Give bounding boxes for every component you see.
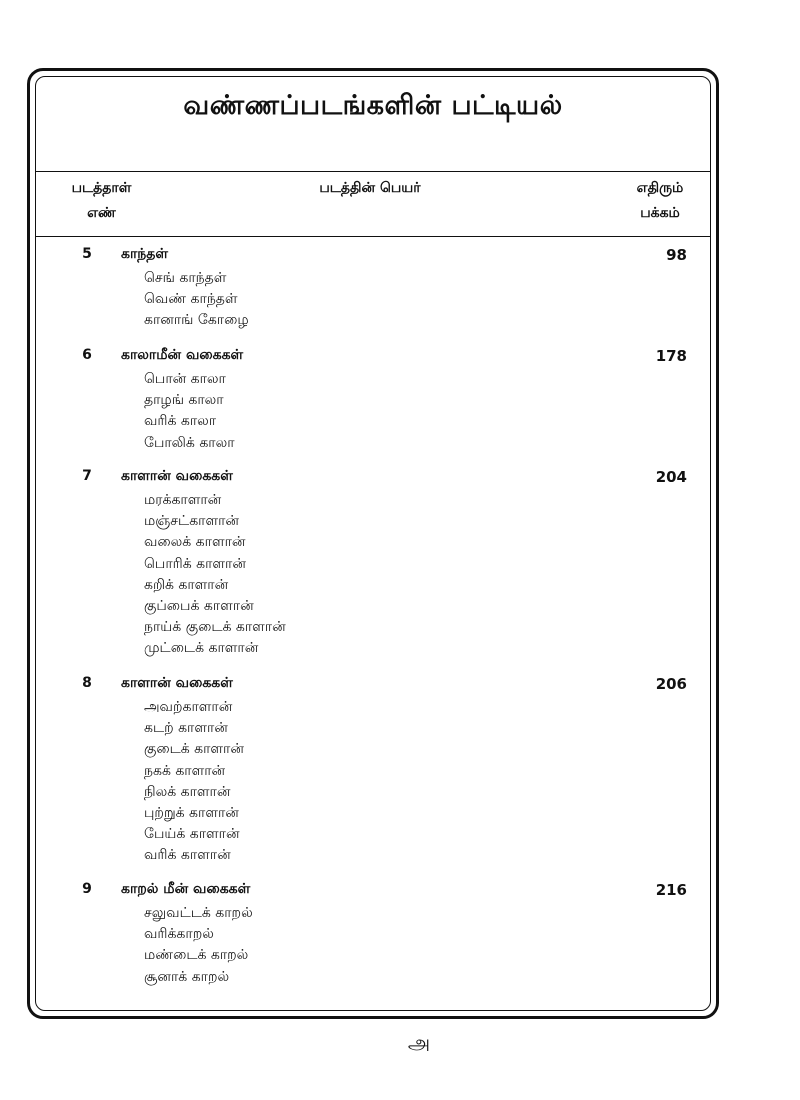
plate-subitem: நகக் காளான்: [144, 762, 226, 779]
header-plate-number-line2: எண்: [87, 205, 116, 221]
plate-subitem: முட்டைக் காளான்: [144, 640, 259, 657]
header-bottom-rule: [36, 236, 710, 237]
plate-subitem: பேய்க் காளான்: [144, 826, 240, 843]
plate-subitem: அவற்காளான்: [144, 699, 233, 715]
plate-entry: [0, 468, 800, 660]
plate-number: 6: [82, 347, 92, 363]
header-top-rule: [36, 171, 710, 172]
plate-subitem: மரக்காளான்: [144, 492, 222, 508]
plate-number: 8: [82, 675, 92, 691]
plate-page: 206: [655, 675, 687, 693]
plate-subitem: வரிக்காறல்: [144, 926, 214, 943]
plate-subitem: பொரிக் காளான்: [144, 555, 246, 572]
plate-row: [0, 675, 800, 697]
plate-subitem: கடற் காளான்: [144, 720, 228, 737]
plate-entry: [0, 347, 800, 454]
plate-subitem: மஞ்சட்காளான்: [144, 513, 239, 530]
plate-page: 204: [655, 468, 687, 486]
plate-subitem: செங் காந்தள்: [144, 270, 227, 286]
plate-subitem: வரிக் காளான்: [144, 847, 231, 864]
plate-subitem: நிலக் காளான்: [144, 783, 231, 800]
plate-name: காளான் வகைகள்: [121, 675, 233, 691]
plate-name: காறல் மீன் வகைகள்: [121, 881, 251, 897]
page-title: வண்ணப்படங்களின் பட்டியல்: [183, 90, 563, 121]
plate-entry: [0, 246, 800, 332]
plate-name: காந்தள்: [121, 246, 169, 262]
plate-row: [0, 246, 800, 268]
header-facing-page: [620, 176, 700, 226]
header-plate-number-line1: படத்தாள்: [71, 180, 132, 196]
plate-subitem: கறிக் காளான்: [144, 576, 229, 593]
plate-subitem: சலுவட்டக் காறல்: [144, 905, 253, 921]
plate-subitem: வெண் காந்தள்: [144, 291, 238, 308]
plate-subitem: குப்பைக் காளான்: [144, 597, 254, 614]
header-facing-page-line2: பக்கம்: [640, 205, 680, 221]
header-plate-name-text: படத்தின் பெயர்: [319, 180, 421, 196]
plate-number: 9: [82, 881, 92, 897]
plate-page: 98: [666, 246, 687, 264]
header-plate-number: [54, 176, 149, 226]
plate-subitem: தாழங் காலா: [144, 392, 224, 409]
plate-name: காளான் வகைகள்: [121, 468, 233, 484]
plate-name: காலாமீன் வகைகள்: [121, 347, 244, 363]
plate-subitem: குடைக் காளான்: [144, 741, 244, 758]
plate-subitem: போலிக் காலா: [144, 434, 235, 451]
plate-row: [0, 881, 800, 903]
plate-page: 178: [655, 347, 687, 365]
plate-subitem: கானாங் கோழை: [144, 312, 249, 329]
plate-number: 5: [82, 246, 92, 262]
plate-entry: [0, 675, 800, 867]
plate-page: 216: [655, 881, 687, 899]
plate-subitem: நாய்க் குடைக் காளான்: [144, 619, 286, 636]
header-plate-name: [240, 176, 500, 201]
page-number: அ: [407, 1030, 431, 1054]
plate-row: [0, 468, 800, 490]
plate-subitem: பொன் காலா: [144, 371, 226, 387]
plate-subitem: புற்றுக் காளான்: [144, 804, 239, 821]
plate-subitem: சூனாக் காறல்: [144, 968, 230, 985]
plate-subitem: வலைக் காளான்: [144, 534, 246, 551]
plate-number: 7: [82, 468, 92, 484]
plate-entry: [0, 881, 800, 988]
header-facing-page-line1: எதிரும்: [636, 180, 684, 196]
plate-subitem: வரிக் காலா: [144, 413, 217, 430]
plate-subitem: மண்டைக் காறல்: [144, 947, 249, 964]
plate-row: [0, 347, 800, 369]
